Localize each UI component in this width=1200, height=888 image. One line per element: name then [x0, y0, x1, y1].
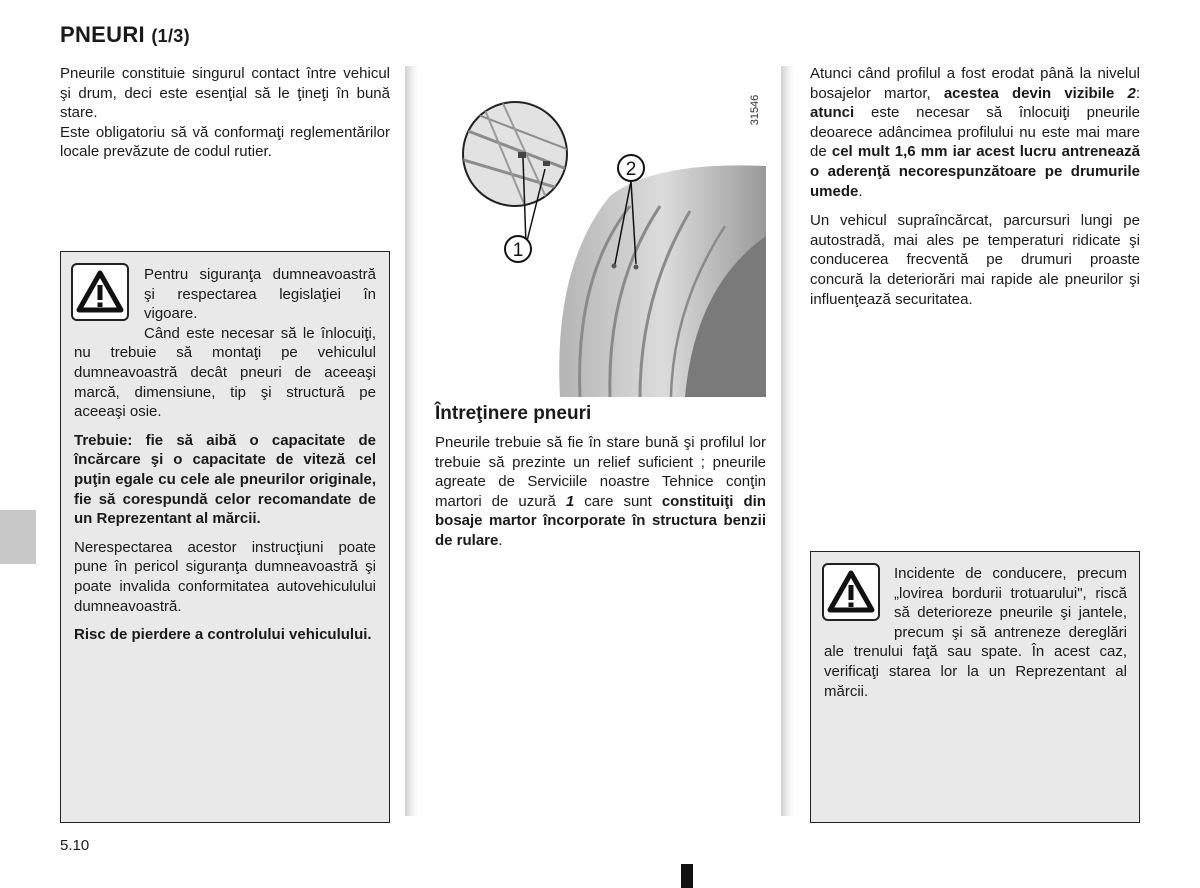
maintenance-text [435, 433, 766, 551]
wear-marker [634, 265, 639, 270]
tire-wear-indicator-figure [435, 66, 766, 397]
icon-float-spacer [824, 564, 894, 639]
chapter-tab [0, 510, 36, 564]
callout-2: 2 [625, 159, 637, 180]
page-number: 5.10 [60, 837, 90, 854]
intro-paragraph-1: Pneurile constituie singurul contact între vehicul şi drum, deci este esenţial să le ţineţi în bună stare. [60, 65, 390, 122]
para1-c: este necesar să înlocuiţi pneurile deoarece adâncimea profilului nu este mai mare de [810, 104, 1140, 161]
column-divider [781, 66, 795, 816]
tread-wear-paragraph [810, 64, 1140, 201]
title-part: (1/3) [151, 26, 190, 46]
warning-p1: Pentru siguranţa dumneavoastră şi respectarea legislaţiei în vigoare. [144, 266, 376, 323]
intro-paragraph-2: Este obligatoriu să vă conformaţi reglementărilor locale prevăzute de codul rutier. [60, 123, 390, 161]
para1-bold2: atunci [810, 104, 855, 122]
maintenance-text-end: . [498, 531, 503, 549]
warning-p2: Când este necesar să le înlocuiţi, nu trebuie să montaţi pe vehiculul dumneavoastră decât pneuri de aceeaşi marcă, dimensiune, tip şi structură pe aceeaşi osie. [74, 324, 376, 421]
right-text [810, 64, 1140, 309]
warning-p5: Risc de pierdere a controlului vehiculului. [74, 626, 372, 644]
para1-bold1: acestea devin vizibile [943, 84, 1128, 102]
warning-p3: Trebuie: fie să aibă o capacitate de încărcare şi o capacitate de viteză cel puţin egale cu cele ale pneurilor originale, fie să corespundă celor recomandate de un Reprezentant al mărcii. [74, 431, 376, 528]
maintenance-text-a: Pneurile trebuie să fie în stare bună şi profilul lor trebuie să prezinte un relief suficient ; pneurile agreate de Serviciile noastre Tehnice conţin martori de uzură [435, 434, 766, 510]
para1-bold3: cel mult 1,6 mm iar acest lucru antrenează o aderenţă necorespunzătoare pe drumurile umede [810, 143, 1140, 200]
maintenance-paragraph [435, 433, 766, 551]
warning-content [74, 265, 376, 645]
page-title [60, 22, 190, 48]
para1-b: : [1135, 84, 1140, 102]
maintenance-ref-1: 1 [565, 492, 575, 510]
figure-reference: 31546 [749, 94, 761, 126]
safety-warning-box [60, 251, 390, 823]
maintenance-text-bold: constituiţi din bosaje martor încorporate în structura benzii de rulare [435, 492, 766, 549]
left-intro [60, 64, 390, 162]
magnified-inset [463, 102, 567, 206]
callout-1: 1 [512, 240, 524, 261]
para1-a: Atunci când profilul a fost erodat până la nivelul bosajelor martor, [810, 65, 1140, 102]
para1-ref-2: 2 [1127, 84, 1136, 102]
section-heading: Întreţinere pneuri [435, 403, 592, 424]
incident-warning-content [824, 564, 1127, 701]
tire-illustration [435, 66, 766, 397]
maintenance-text-b: care sunt [574, 492, 662, 510]
title-text: PNEURI [60, 22, 145, 47]
para1-end: . [858, 182, 863, 200]
wear-marker [612, 264, 617, 269]
column-divider [405, 66, 419, 816]
warning-p4: Nerespectarea acestor instrucţiuni poate pune în pericol siguranţa dumneavoastră şi poate invalida conformitatea autovehiculului dumneavoastră. [74, 538, 376, 615]
page-edge-marker [681, 864, 693, 888]
overload-paragraph: Un vehicul supraîncărcat, parcursuri lungi pe autostradă, mai ales pe temperaturi ridicate şi conducerea frecventă pe drumuri proaste concură la deteriorări mai rapide ale pneurilor şi influenţează securitatea. [810, 212, 1140, 308]
incident-warning-text: Incidente de conducere, precum „lovirea bordurii trotuarului", riscă să deterioreze pneurile şi jantele, precum şi să antreneze dereglări ale trenului faţă sau spate. În acest caz, verificaţi starea lor la un Reprezentant al mărcii. [824, 565, 1127, 700]
driving-incidents-warning-box [810, 551, 1140, 823]
